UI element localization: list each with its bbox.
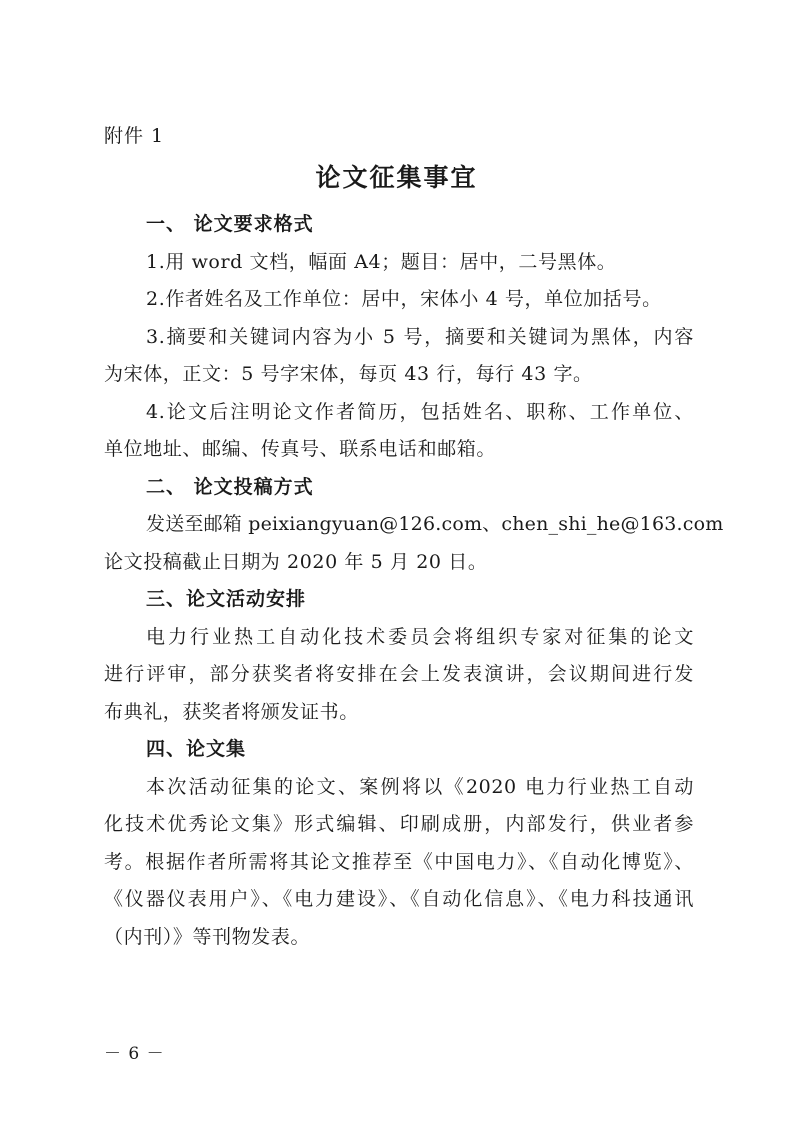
- paragraph-line: 为宋体，正文：5 号字宋体，每页 43 行，每行 43 字。: [104, 363, 593, 385]
- paragraph-line: 2.作者姓名及工作单位：居中，宋体小 4 号，单位加括号。: [146, 288, 662, 310]
- paragraph-line: 4.论文后注明论文作者简历，包括姓名、职称、工作单位、: [146, 400, 694, 423]
- paragraph-line: 单位地址、邮编、传真号、联系电话和邮箱。: [104, 438, 497, 460]
- document-title: 论文征集事宜: [315, 163, 478, 192]
- section-heading-collection: 四、论文集: [146, 738, 247, 760]
- paragraph-line: 3.摘要和关键词内容为小 5 号，摘要和关键词为黑体，内容: [146, 325, 694, 348]
- paragraph-line: 电力行业热工自动化技术委员会将组织专家对征集的论文: [146, 625, 694, 648]
- paragraph-line: 《仪器仪表用户》、《电力建设》、《自动化信息》、《电力科技通讯: [104, 888, 694, 910]
- section-heading-format: 一、 论文要求格式: [146, 213, 314, 235]
- paragraph-line: 化技术优秀论文集》形式编辑、印刷成册，内部发行，供业者参: [104, 813, 694, 835]
- paragraph-line: （内刊）》等刊物发表。: [104, 925, 311, 948]
- paragraph-line: 本次活动征集的论文、案例将以《2020 电力行业热工自动: [146, 775, 694, 798]
- document-body: [104, 206, 724, 956]
- attachment-label: 附件 1: [104, 125, 165, 147]
- paragraph-line: 发送至邮箱 peixiangyuan@126.com、chen_shi_he@163.com: [146, 513, 724, 535]
- paragraph-line: 进行评审，部分获奖者将安排在会上发表演讲，会议期间进行发: [104, 663, 694, 685]
- paragraph-line: 论文投稿截止日期为 2020 年 5 月 20 日。: [104, 550, 488, 573]
- section-heading-arrangement: 三、论文活动安排: [146, 588, 307, 610]
- page-number: － 6 －: [104, 1044, 165, 1064]
- paragraph-line: 布典礼，获奖者将颁发证书。: [104, 700, 359, 723]
- paragraph-line: 考。根据作者所需将其论文推荐至《中国电力》、《自动化博览》、: [104, 850, 694, 873]
- section-heading-submission: 二、 论文投稿方式: [146, 475, 314, 498]
- paragraph-line: 1.用 word 文档，幅面 A4；题目：居中，二号黑体。: [146, 250, 617, 273]
